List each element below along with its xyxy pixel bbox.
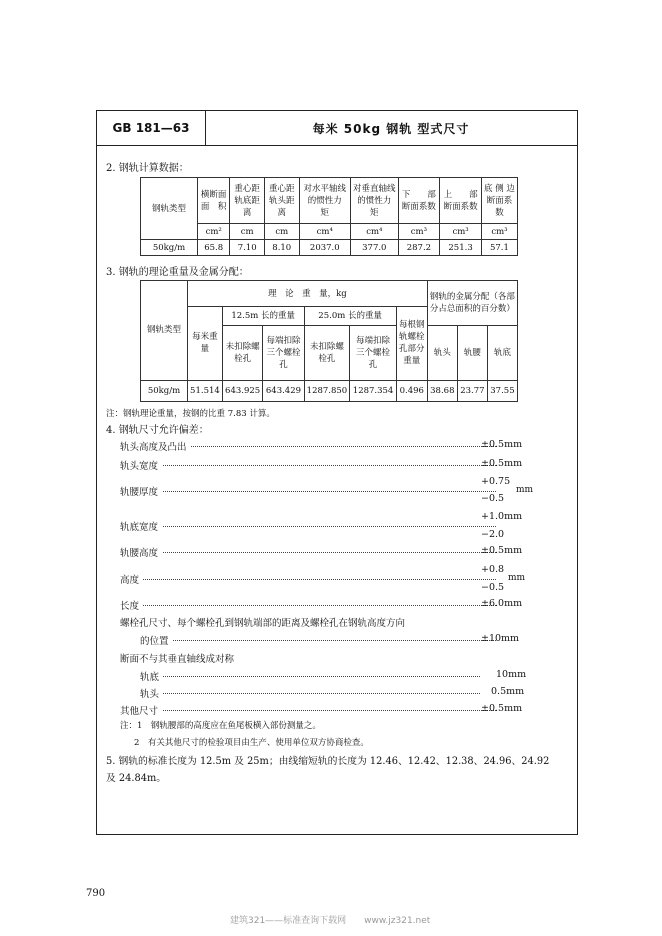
page-number: 790	[86, 888, 106, 899]
tolerance-label: 高度	[120, 572, 143, 586]
table-unit: cm	[264, 224, 299, 240]
section3-note: 注：钢轨理论重量，按钢的比重 7.83 计算。	[106, 409, 275, 419]
tolerance-label: 轨头宽度	[120, 458, 162, 472]
table-cell: 38.68	[427, 380, 457, 401]
table-header: 钢轨的金属分配（各部分占总面积的百分数）	[427, 281, 517, 326]
tolerance-unit: mm	[516, 485, 534, 495]
table-header: 钢轨类型	[141, 281, 188, 381]
table-cell: 8.10	[264, 240, 299, 256]
table-cell: 57.1	[481, 240, 517, 256]
section3-heading: 3. 钢轨的理论重量及金属分配：	[106, 267, 249, 278]
tolerance-label: 轨头高度及凸出	[120, 439, 191, 453]
tolerance-value: ±6.0mm	[481, 598, 523, 609]
table-header: 每端扣除三个螺栓孔	[350, 326, 396, 381]
table-unit: cm⁴	[351, 224, 399, 240]
tolerance-label: 轨腰厚度	[120, 484, 162, 498]
section4-heading: 4. 钢轨尺寸允许偏差：	[106, 425, 209, 436]
tolerance-row	[140, 669, 480, 683]
section5-line2: 及 24.84m。	[106, 773, 167, 784]
table-header: 轨底	[487, 326, 517, 381]
leader-dots	[120, 491, 496, 492]
table-cell: 50kg/m	[141, 380, 188, 401]
standard-code: GB 181—63	[97, 111, 206, 145]
table-cell: 0.496	[396, 380, 427, 401]
leader-dots	[120, 465, 496, 466]
tolerance-row	[140, 633, 496, 647]
table-header: 上 部断面系数	[440, 178, 482, 224]
tolerance-minus: −0.5	[481, 582, 505, 593]
table-header: 每根钢轨螺栓孔部分重量	[396, 307, 427, 381]
section4-note-1: 注：1 钢轨腰部的高度应在鱼尾板横入部份测量之。	[120, 721, 321, 731]
tolerance-label: 轨头	[140, 686, 163, 700]
tolerance-value: ±0.5mm	[481, 545, 523, 556]
tolerance-row	[120, 519, 496, 533]
table-header: 每端扣除三个螺栓孔	[263, 326, 304, 381]
tolerance-row	[120, 545, 496, 559]
section5-line1: 5. 钢轨的标准长度为 12.5m 及 25m；由线缩短轨的长度为 12.46、12.42、12.38、24.96、24.92	[106, 756, 550, 767]
tolerance-label: 轨底宽度	[120, 519, 162, 533]
table-cell: 251.3	[440, 240, 482, 256]
table-unit: cm⁴	[299, 224, 351, 240]
table-cell: 2037.0	[299, 240, 351, 256]
table-cell: 1287.850	[304, 380, 350, 401]
table-cell: 377.0	[351, 240, 399, 256]
tolerance-row	[120, 703, 496, 717]
table-cell: 643.429	[263, 380, 304, 401]
table-unit: cm³	[440, 224, 482, 240]
table-cell: 643.925	[222, 380, 263, 401]
leader-dots	[120, 710, 496, 711]
tolerance-value: ±0.5mm	[481, 703, 523, 714]
leader-dots	[120, 552, 496, 553]
leader-dots	[140, 640, 496, 641]
table-header: 未扣除螺栓孔	[304, 326, 350, 381]
table-header: 下 部断面系数	[398, 178, 440, 224]
section2-heading: 2. 钢轨计算数据：	[106, 163, 189, 174]
table-unit: cm²	[198, 224, 230, 240]
tolerance-value: 10mm	[496, 669, 527, 680]
table-unit: cm	[230, 224, 265, 240]
table-cell: 65.8	[198, 240, 230, 256]
tolerance-plus: +0.8	[481, 564, 505, 575]
tolerance-label: 断面不与其垂直轴线成对称	[120, 654, 235, 665]
table-header: 钢轨类型	[141, 178, 198, 240]
tolerance-label: 其他尺寸	[120, 703, 162, 717]
tolerance-label: 螺栓孔尺寸、每个螺栓孔到钢轨端部的距离及螺栓孔在钢轨高度方向	[120, 618, 406, 629]
tolerance-row	[120, 484, 496, 498]
leader-dots	[120, 579, 496, 580]
table-cell: 23.77	[457, 380, 487, 401]
tolerance-label: 的位置	[140, 633, 173, 647]
table-header: 对水平轴线的惯性力 矩	[299, 178, 351, 224]
table-header: 25.0m 长的重量	[304, 307, 396, 326]
table-header: 横断面面 积	[198, 178, 230, 224]
table-cell: 50kg/m	[141, 240, 198, 256]
tolerance-label: 轨底	[140, 669, 163, 683]
table-header: 底 侧 边断面系数	[481, 178, 517, 224]
tolerance-plus: +1.0mm	[481, 511, 523, 522]
tolerance-value: ±10mm	[481, 633, 520, 644]
table-unit: cm³	[481, 224, 517, 240]
tolerance-row	[120, 572, 496, 586]
tolerance-value: 0.5mm	[491, 686, 525, 697]
tolerance-minus: −2.0	[481, 529, 505, 540]
watermark: 建筑321——标准查询下载网 www.jz321.net	[230, 916, 431, 926]
tolerance-plus: +0.75	[481, 476, 511, 487]
table-unit: cm³	[398, 224, 440, 240]
tolerance-row	[120, 598, 496, 612]
leader-dots	[140, 693, 480, 694]
table-header: 理 论 重 量，kg	[188, 281, 428, 307]
leader-dots	[140, 676, 480, 677]
tolerance-list	[98, 0, 578, 936]
tolerance-row	[120, 439, 496, 453]
table-cell: 287.2	[398, 240, 440, 256]
table-header: 轨腰	[457, 326, 487, 381]
tolerance-unit: mm	[508, 573, 526, 583]
tolerance-value: ±0.5mm	[481, 458, 523, 469]
table-header: 轨头	[427, 326, 457, 381]
table-header: 每米重量	[188, 307, 223, 381]
table-cell: 37.55	[487, 380, 517, 401]
table-header: 未扣除螺栓孔	[222, 326, 263, 381]
leader-dots	[120, 605, 496, 606]
table-header: 重心距轨底距离	[230, 178, 265, 224]
table-cell: 51.514	[188, 380, 223, 401]
tolerance-label: 长度	[120, 598, 143, 612]
tolerance-row	[120, 458, 496, 472]
section4-note-2: 2 有关其他尺寸的检验项目由生产、使用单位双方协商检查。	[134, 738, 369, 748]
tolerance-label: 轨腰高度	[120, 545, 162, 559]
tolerance-value: ±0.5mm	[481, 439, 523, 450]
tolerance-row	[140, 686, 480, 700]
standard-title: 每米 50kg 钢轨 型式尺寸	[312, 121, 470, 136]
leader-dots	[120, 526, 496, 527]
table-header: 对垂直轴线的惯性力 矩	[351, 178, 399, 224]
table-header: 12.5m 长的重量	[222, 307, 304, 326]
table-cell: 1287.354	[350, 380, 396, 401]
tolerance-minus: −0.5	[481, 493, 505, 504]
table-header: 重心距轨头距离	[264, 178, 299, 224]
table-cell: 7.10	[230, 240, 265, 256]
